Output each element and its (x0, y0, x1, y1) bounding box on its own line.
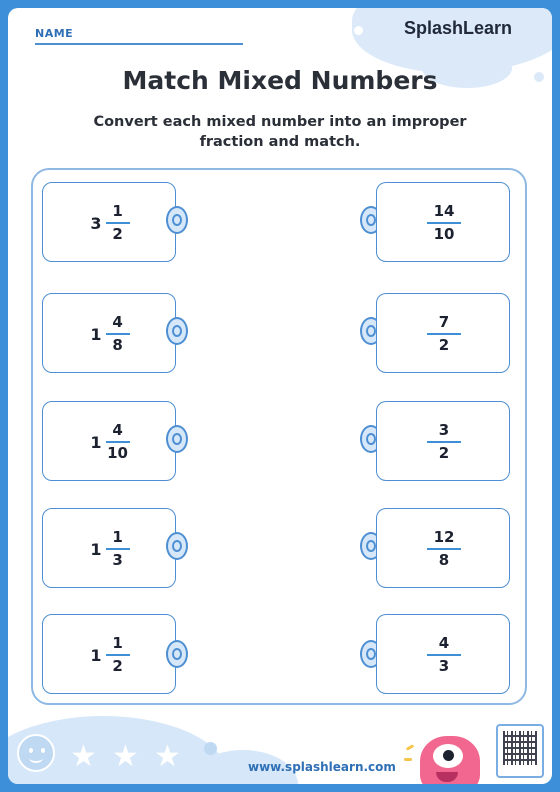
page-title: Match Mixed Numbers (122, 66, 438, 95)
fraction-bar (427, 654, 461, 656)
worksheet (8, 8, 552, 784)
numerator: 7 (438, 313, 450, 331)
numerator: 14 (433, 202, 455, 220)
numerator: 3 (438, 421, 450, 439)
bubble-icon (204, 742, 217, 755)
fraction (427, 529, 461, 569)
fraction (427, 314, 461, 354)
denominator: 8 (112, 336, 123, 354)
mixed-number-card[interactable] (42, 508, 176, 588)
improper-fraction-card[interactable] (376, 293, 510, 373)
website-url[interactable]: www.splashlearn.com (248, 760, 396, 774)
mixed-number-card[interactable] (42, 401, 176, 481)
sparkle-icon (406, 744, 414, 751)
splashlearn-logo: SplashLearn (404, 18, 513, 38)
fraction (427, 635, 461, 675)
connector-hole-icon[interactable] (166, 317, 188, 345)
connector-hole-icon[interactable] (166, 640, 188, 668)
monster-mascot-icon (420, 736, 480, 784)
improper-fraction-card[interactable] (376, 508, 510, 588)
whole-number: 1 (90, 324, 102, 344)
connector-hole-icon[interactable] (166, 206, 188, 234)
fraction-bar (106, 222, 130, 224)
denominator: 3 (112, 551, 123, 569)
fraction-bar (427, 441, 461, 443)
fraction-bar (427, 222, 461, 224)
numerator: 1 (112, 634, 123, 652)
numerator: 1 (112, 528, 123, 546)
numerator: 4 (112, 421, 123, 439)
denominator: 10 (107, 444, 128, 462)
fraction-bar (106, 654, 130, 656)
fraction (427, 203, 461, 243)
whole-number: 1 (90, 432, 102, 452)
star-icon: ★ (70, 739, 97, 774)
fraction-bar (106, 333, 130, 335)
whole-number: 3 (90, 213, 102, 233)
denominator: 2 (112, 225, 123, 243)
fraction (427, 422, 461, 462)
fraction (106, 529, 130, 569)
denominator: 8 (438, 551, 450, 569)
whole-number: 1 (90, 539, 102, 559)
bubble-icon (354, 26, 363, 35)
mixed-number-card[interactable] (42, 614, 176, 694)
numerator: 12 (433, 528, 455, 546)
fraction (106, 422, 130, 462)
fraction (106, 314, 130, 354)
sparkle-icon (404, 758, 412, 761)
fraction-bar (427, 548, 461, 550)
denominator: 2 (438, 336, 450, 354)
connector-hole-icon[interactable] (166, 425, 188, 453)
fraction-bar (427, 333, 461, 335)
whole-number: 1 (90, 645, 102, 665)
name-label: NAME (35, 27, 74, 40)
denominator: 2 (112, 657, 123, 675)
instructions: Convert each mixed number into an improper fraction and match. (93, 114, 467, 150)
fraction-bar (106, 441, 130, 443)
numerator: 4 (438, 634, 450, 652)
fraction (106, 635, 130, 675)
denominator: 10 (433, 225, 455, 243)
fraction-bar (106, 548, 130, 550)
numerator: 1 (112, 202, 123, 220)
fraction (106, 203, 130, 243)
denominator: 2 (438, 444, 450, 462)
denominator: 3 (438, 657, 450, 675)
star-icon: ★ (112, 739, 139, 774)
mixed-number-card[interactable] (42, 293, 176, 373)
improper-fraction-card[interactable] (376, 614, 510, 694)
name-line[interactable] (35, 43, 243, 45)
smiley-icon (17, 734, 55, 772)
connector-hole-icon[interactable] (166, 532, 188, 560)
qr-code-icon (496, 724, 544, 778)
improper-fraction-card[interactable] (376, 182, 510, 262)
numerator: 4 (112, 313, 123, 331)
mixed-number-card[interactable] (42, 182, 176, 262)
improper-fraction-card[interactable] (376, 401, 510, 481)
star-icon: ★ (154, 739, 181, 774)
